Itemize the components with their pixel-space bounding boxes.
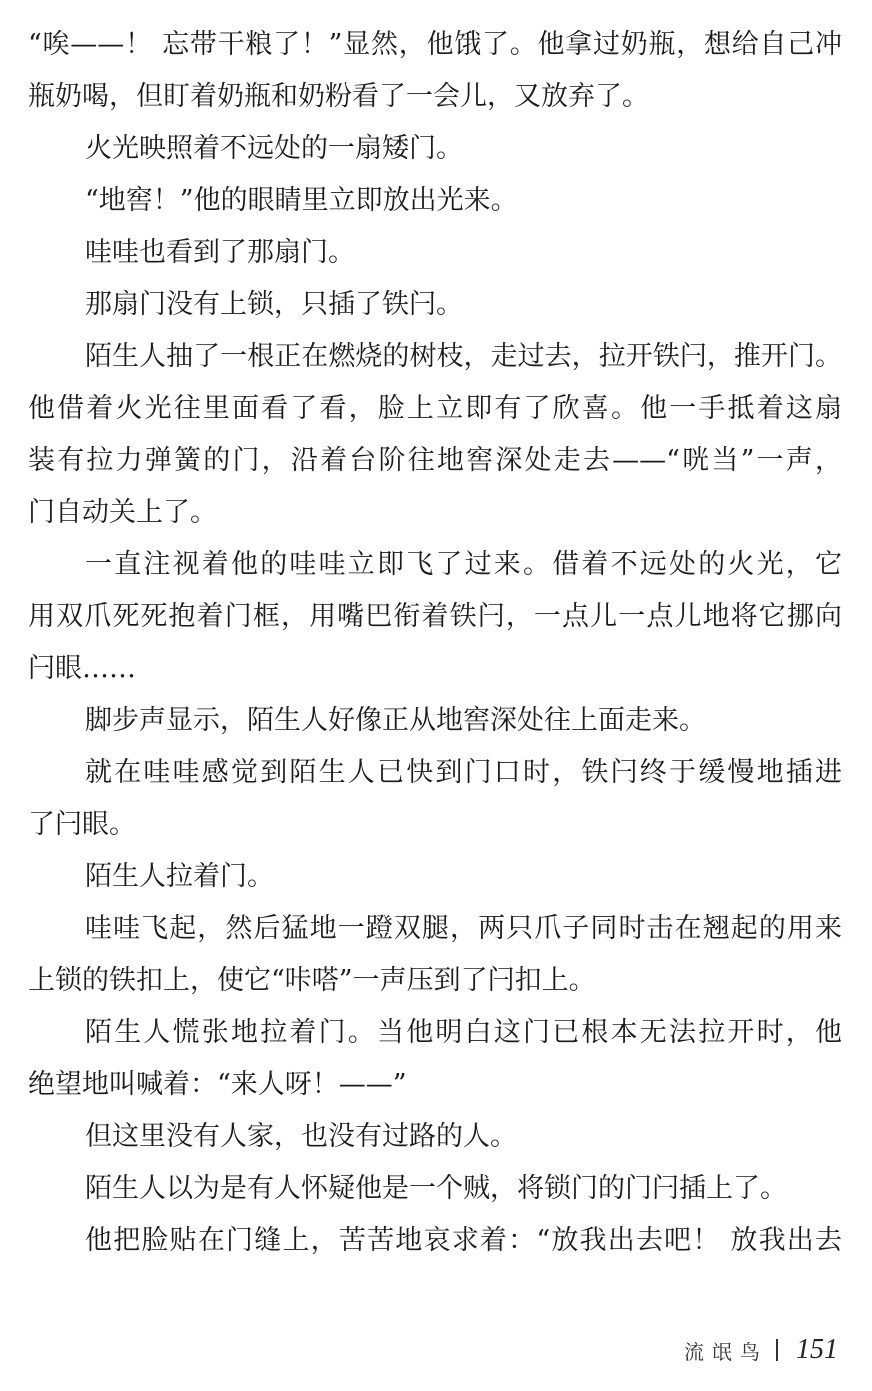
running-title: 流氓鸟 bbox=[684, 1339, 768, 1364]
page-number: 151 bbox=[796, 1334, 838, 1365]
text-line: 门自动关上了。 bbox=[28, 497, 217, 528]
text-line: 火光映照着不远处的一扇矮门。 bbox=[85, 133, 463, 164]
paragraph bbox=[28, 19, 842, 123]
text-line: 闩眼…… bbox=[28, 653, 136, 684]
text-line: 哇哇飞起，然后猛地一蹬双腿，两只爪子同时击在翘起的用来 bbox=[85, 913, 842, 944]
paragraph bbox=[28, 695, 842, 747]
text-line: “地窖！”他的眼睛里立即放出光来。 bbox=[85, 185, 518, 216]
body-text bbox=[28, 19, 842, 1267]
paragraph bbox=[28, 851, 842, 903]
paragraph bbox=[28, 227, 842, 279]
paragraph bbox=[28, 1111, 842, 1163]
text-line: 他借着火光往里面看了看，脸上立即有了欣喜。他一手抵着这扇 bbox=[28, 393, 842, 424]
page-footer bbox=[684, 1330, 838, 1370]
text-line: 哇哇也看到了那扇门。 bbox=[85, 237, 355, 268]
text-line: 瓶奶喝，但盯着奶瓶和奶粉看了一会儿，又放弃了。 bbox=[28, 81, 649, 112]
text-line: 那扇门没有上锁，只插了铁闩。 bbox=[85, 289, 463, 320]
paragraph bbox=[28, 1007, 842, 1111]
paragraph bbox=[28, 279, 842, 331]
text-line: 陌生人拉着门。 bbox=[85, 861, 274, 892]
text-line: 了闩眼。 bbox=[28, 809, 136, 840]
text-line: 陌生人抽了一根正在燃烧的树枝，走过去，拉开铁闩，推开门。 bbox=[85, 341, 842, 372]
paragraph bbox=[28, 331, 842, 539]
text-line: 但这里没有人家，也没有过路的人。 bbox=[85, 1121, 517, 1152]
text-line: 陌生人慌张地拉着门。当他明白这门已根本无法拉开时，他 bbox=[85, 1017, 842, 1048]
paragraph bbox=[28, 539, 842, 695]
text-line: 上锁的铁扣上，使它“咔嗒”一声压到了闩扣上。 bbox=[28, 965, 596, 996]
paragraph bbox=[28, 1215, 842, 1267]
text-line: 就在哇哇感觉到陌生人已快到门口时，铁闩终于缓慢地插进 bbox=[85, 757, 842, 788]
paragraph bbox=[28, 175, 842, 227]
paragraph bbox=[28, 123, 842, 175]
text-line: 陌生人以为是有人怀疑他是一个贼，将锁门的门闩插上了。 bbox=[85, 1173, 787, 1204]
text-line: 绝望地叫喊着：“来人呀！——” bbox=[28, 1069, 407, 1100]
paragraph bbox=[28, 747, 842, 851]
text-line: 用双爪死死抱着门框，用嘴巴衔着铁闩，一点儿一点儿地将它挪向 bbox=[28, 601, 842, 632]
paragraph bbox=[28, 903, 842, 1007]
text-line: 一直注视着他的哇哇立即飞了过来。借着不远处的火光，它 bbox=[85, 549, 842, 580]
text-line: 他把脸贴在门缝上，苦苦地哀求着：“放我出去吧！ 放我出去 bbox=[85, 1225, 842, 1256]
text-line: 装有拉力弹簧的门，沿着台阶往地窖深处走去——“咣当”一声， bbox=[28, 445, 842, 476]
text-line: “唉——！ 忘带干粮了！”显然，他饿了。他拿过奶瓶，想给自己冲 bbox=[28, 29, 842, 60]
text-line: 脚步声显示，陌生人好像正从地窖深处往上面走来。 bbox=[85, 705, 706, 736]
paragraph bbox=[28, 1163, 842, 1215]
footer-divider bbox=[776, 1339, 778, 1361]
